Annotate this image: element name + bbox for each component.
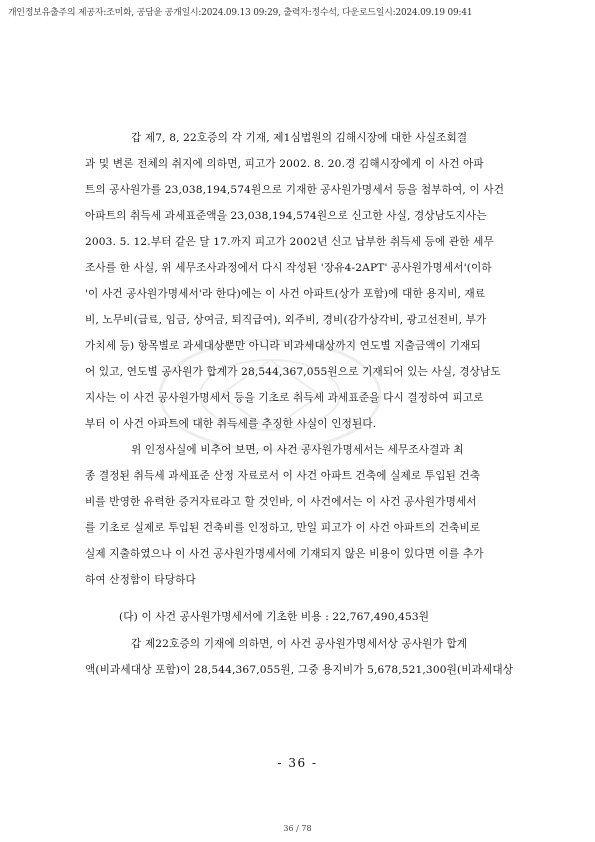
body-line: 비, 노무비(급료, 임금, 상여금, 퇴직급여), 외주비, 경비(감가상각비, 광고선전비, 부가 [85, 314, 487, 326]
body-line: 어 있고, 연도별 공사원가 합계가 28,544,367,055원으로 기재되어 있는 사실, 경상남도 [85, 366, 501, 378]
body-line: 갑 제7, 8, 22호증의 각 기재, 제1심법원의 김해시장에 대한 사실조회결 [131, 132, 468, 144]
body-line: 실제 지출하였으나 이 사건 공사원가명세서에 기재되지 않은 비용이 있다면 이를 추가 [85, 548, 484, 560]
body-line: 하여 산정함이 타당하다 [85, 574, 196, 586]
body-line: 부터 이 사건 아파트에 대한 취득세를 추징한 사실이 인정된다. [85, 418, 377, 430]
body-line: 과 및 변론 전체의 취지에 의하면, 피고가 2002. 8. 20.경 김해시장에게 이 사건 아파 [85, 158, 484, 170]
page-number: - 36 - [277, 756, 318, 770]
body-line: 위 인정사실에 비추어 보면, 이 사건 공사원가명세서는 세무조사결과 최 [131, 444, 464, 456]
body-line: 조사를 한 사실, 위 세무조사과정에서 다시 작성된 '장유4-2APT' 공사원가명세서'(이하 [85, 262, 492, 274]
body-line: 지사는 이 사건 공사원가명세서 등을 기초로 취득세 과세표준을 다시 결정하여 피고로 [85, 392, 484, 404]
body-line: 가치세 등) 항목별로 과세대상뿐만 아니라 비과세대상까지 연도별 지출금액이 기재되 [85, 340, 481, 352]
page-footer-counter: 36 / 78 [283, 824, 312, 833]
body-line: 갑 제22호증의 기재에 의하면, 이 사건 공사원가명세서상 공사원가 합계 [131, 638, 468, 650]
body-line: 액(비과세대상 포함)이 28,544,367,055원, 그중 용지비가 5,678,521,300원(비과세대상 [85, 664, 514, 676]
subsection-heading: (다) 이 사건 공사원가명세서에 기초한 비용 : 22,767,490,453원 [119, 611, 430, 623]
document-header: 개인정보유출주의 제공자:조미화, 공담윤 공개일시:2024.09.13 09:29, 출력자:정수석, 다운로드일시:2024.09.19 09:41 [8, 8, 473, 18]
body-line: 종 결정된 취득세 과세표준 산정 자료로서 이 사건 아파트 건축에 실제로 투입된 건축 [85, 470, 481, 482]
body-line: 2003. 5. 12.부터 같은 달 17.까지 피고가 2002년 신고 납부한 취득세 등에 관한 세무 [85, 236, 494, 248]
body-line: 아파트의 취득세 과세표준액을 23,038,194,574원으로 신고한 사실, 경상남도지사는 [85, 210, 487, 222]
body-line: '이 사건 공사원가명세서'라 한다)에는 이 사건 아파트(상가 포함)에 대한 용지비, 재료 [85, 288, 486, 300]
body-line: 트의 공사원가를 23,038,194,574원으로 기재한 공사원가명세서 등을 첨부하여, 이 사건 [85, 184, 505, 196]
body-line: 를 기초로 실제로 투입된 건축비를 인정하고, 만일 피고가 이 사건 아파트의 건축비로 [85, 522, 481, 534]
body-line: 비를 반영한 유력한 증거자료라고 할 것인바, 이 사건에서는 이 사건 공사원가명세서 [85, 496, 477, 508]
